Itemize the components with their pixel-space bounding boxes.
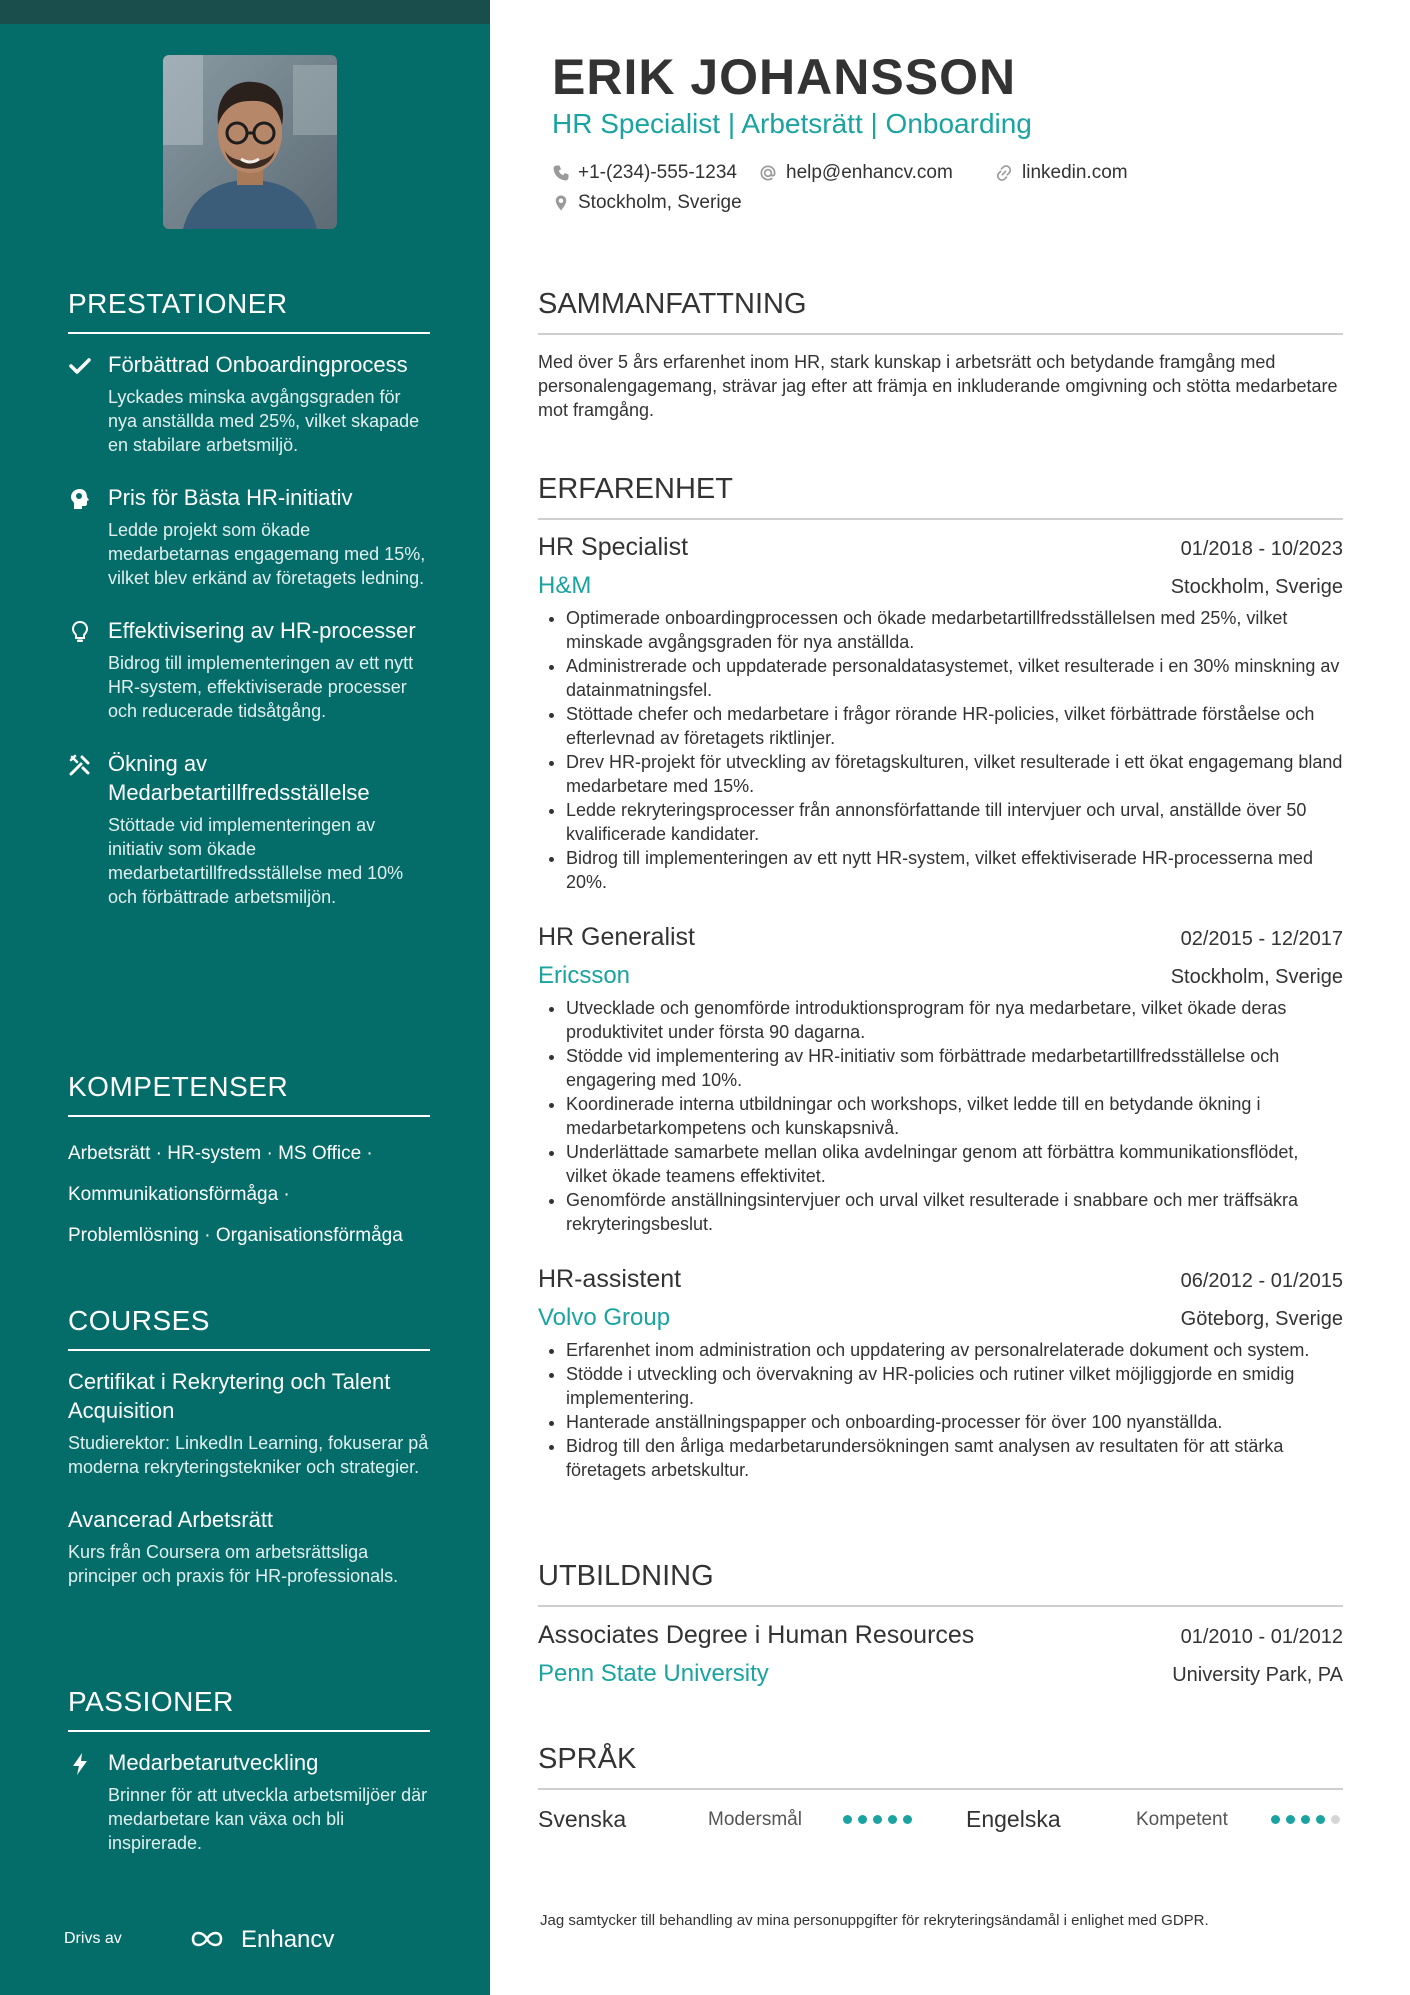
bullet: • Optimerade onboardingprocessen och ökade medarbetartillfredsställelsen med 25%, vilket minskade avgångsgraden för nya anställda. — [566, 606, 1343, 654]
job-bullets — [538, 606, 1343, 894]
job-entry — [538, 533, 1343, 894]
bolt-icon — [68, 1752, 92, 1776]
company-name: Volvo Group — [538, 1304, 671, 1331]
at-icon — [758, 163, 778, 183]
bullet: • Administrerade och uppdaterade personaldatasystemet, vilket resulterade i en 30% minskning av datainmatningsfel. — [566, 654, 1343, 702]
bullet: • Bidrog till den årliga medarbetarundersökningen samt analysen av resultaten för att stärka företagets arbetskultur. — [566, 1434, 1343, 1482]
phone-text: +1-(234)-555-1234 — [578, 162, 737, 183]
job-title: HR-assistent — [538, 1265, 682, 1293]
link-icon — [994, 163, 1014, 183]
rating-dot-filled — [873, 1815, 882, 1824]
job-entry — [538, 1265, 1343, 1482]
bullet: • Utvecklade och genomförde introduktionsprogram för nya medarbetare, vilket ökade deras produktivitet under första 90 dagarna. — [566, 996, 1343, 1044]
skills-heading: KOMPETENSER — [68, 1071, 430, 1117]
education-dates: 01/2010 - 01/2012 — [1180, 1626, 1343, 1648]
language-rating — [1271, 1815, 1340, 1824]
bullet: • Koordinerade interna utbildningar och workshops, vilket ledde till en betydande ökning i medarbetarkompetens och kunskapsnivå. — [566, 1092, 1343, 1140]
skills-line: Problemlösning · Organisationsförmåga — [68, 1225, 403, 1246]
achievement-desc: Lyckades minska avgångsgraden för nya anställda med 25%, vilket skapade en stabilare arbetsmiljö. — [108, 387, 420, 455]
brand-name: Enhancv — [241, 1926, 335, 1953]
candidate-name: ERIK JOHANSSON — [552, 49, 1017, 105]
powered-by-label: Drivs av — [64, 1930, 122, 1947]
linkedin-text: linkedin.com — [1022, 162, 1128, 183]
location-pin-icon — [552, 193, 570, 213]
courses-heading: COURSES — [68, 1305, 430, 1351]
bullet: • Stöttade chefer och medarbetare i frågor rörande HR-policies, vilket förbättrade förståelse och efterlevnad av företagets riktlinjer. — [566, 702, 1343, 750]
language-level: Modersmål — [708, 1809, 802, 1830]
email-text: help@enhancv.com — [786, 162, 953, 183]
summary-heading: SAMMANFATTNING — [538, 288, 1343, 335]
contact-phone[interactable] — [552, 162, 737, 184]
achievement-desc: Ledde projekt som ökade medarbetarnas engagemang med 15%, vilket blev erkänd av företagets ledning. — [108, 520, 426, 588]
achievement-item — [68, 350, 430, 457]
languages-heading: SPRÅK — [538, 1743, 1343, 1790]
experience-heading: ERFARENHET — [538, 473, 1343, 520]
course-desc: Kurs från Coursera om arbetsrättsliga principer och praxis för HR-professionals. — [68, 1542, 399, 1586]
head-icon — [68, 487, 92, 511]
achievement-item — [68, 616, 430, 723]
check-icon — [68, 354, 92, 378]
bullet: • Erfarenhet inom administration och uppdatering av personalrelaterade dokument och system. — [566, 1338, 1343, 1362]
achievement-title: Pris för Bästa HR-initiativ — [108, 485, 353, 510]
company-name: H&M — [538, 572, 592, 599]
contact-location — [552, 192, 742, 214]
job-title: HR Specialist — [538, 533, 689, 561]
language-name: Engelska — [966, 1806, 1061, 1832]
rating-dot-filled — [1286, 1815, 1295, 1824]
rating-dot-filled — [888, 1815, 897, 1824]
location-text: Stockholm, Sverige — [578, 192, 742, 213]
rating-dot-filled — [1301, 1815, 1310, 1824]
job-dates: 02/2015 - 12/2017 — [1180, 928, 1343, 950]
rating-dot-filled — [858, 1815, 867, 1824]
sidebar-top-bar — [0, 0, 490, 24]
bullet: • Bidrog till implementeringen av ett nytt HR-system, vilket effektiviserade HR-processerna med 20%. — [566, 846, 1343, 894]
skills-line: Arbetsrätt · HR-system · MS Office · — [68, 1143, 373, 1164]
bullet: • Stödde vid implementering av HR-initiativ som förbättrade medarbetartillfredsställelse och engagering med 10%. — [566, 1044, 1343, 1092]
job-bullets — [538, 996, 1343, 1236]
company-name: Ericsson — [538, 962, 631, 989]
course-title: Avancerad Arbetsrätt — [68, 1507, 274, 1532]
skills-list — [68, 1133, 430, 1256]
achievements-section — [68, 288, 430, 935]
language-name: Svenska — [538, 1806, 627, 1832]
course-title: Certifikat i Rekrytering och Talent Acquisition — [68, 1369, 391, 1423]
achievement-title: Förbättrad Onboardingprocess — [108, 352, 408, 377]
course-desc: Studierektor: LinkedIn Learning, fokuserar på moderna rekryteringstekniker och strategier. — [68, 1433, 429, 1477]
passion-title: Medarbetarutveckling — [108, 1750, 319, 1775]
achievements-heading: PRESTATIONER — [68, 288, 430, 334]
passion-item — [68, 1748, 430, 1855]
job-entry — [538, 923, 1343, 1236]
job-location: Stockholm, Sverige — [1170, 966, 1343, 988]
rating-dot-filled — [1271, 1815, 1280, 1824]
passions-section — [68, 1686, 430, 1881]
rating-dot-filled — [843, 1815, 852, 1824]
job-location: Göteborg, Sverige — [1180, 1308, 1343, 1330]
language-level: Kompetent — [1136, 1809, 1228, 1830]
education-entry — [538, 1621, 1343, 1688]
passions-heading: PASSIONER — [68, 1686, 430, 1732]
job-title: HR Generalist — [538, 923, 695, 951]
school-name: Penn State University — [538, 1660, 769, 1687]
achievement-item — [68, 483, 430, 590]
bullet: • Drev HR-projekt för utveckling av företagskulturen, vilket resulterade i ett ökat engagemang bland medarbetare med 15%. — [566, 750, 1343, 798]
degree: Associates Degree i Human Resources — [538, 1621, 975, 1649]
rating-dot-filled — [903, 1815, 912, 1824]
job-dates: 01/2018 - 10/2023 — [1180, 538, 1343, 560]
contact-linkedin[interactable] — [994, 162, 1128, 184]
education-heading: UTBILDNING — [538, 1560, 1343, 1607]
achievement-desc: Bidrog till implementeringen av ett nytt HR-system, effektiviserade processer och reducerade tidsåtgång. — [108, 653, 414, 721]
phone-icon — [552, 164, 570, 182]
lightbulb-icon — [68, 620, 92, 644]
bullet: • Hanterade anställningspapper och onboarding-processer för över 100 nyanställda. — [566, 1410, 1343, 1434]
course-item — [68, 1505, 430, 1588]
achievement-item — [68, 749, 430, 909]
achievement-title: Effektivisering av HR-processer — [108, 618, 416, 643]
contact-email[interactable] — [758, 162, 953, 184]
rating-dot-empty — [1331, 1815, 1340, 1824]
sidebar — [0, 0, 490, 1995]
job-dates: 06/2012 - 01/2015 — [1180, 1270, 1343, 1292]
job-location: Stockholm, Sverige — [1170, 576, 1343, 598]
job-bullets — [538, 1338, 1343, 1482]
bullet: • Ledde rekryteringsprocesser från annonsförfattande till intervjuer och urval, anställde över 50 kvalificerade kandidater. — [566, 798, 1343, 846]
school-location: University Park, PA — [1172, 1664, 1343, 1686]
avatar — [163, 55, 337, 229]
candidate-title: HR Specialist | Arbetsrätt | Onboarding — [552, 108, 1032, 139]
gdpr-consent: Jag samtycker till behandling av mina personuppgifter för rekryteringsändamål i enlighet med GDPR. — [540, 1912, 1209, 1929]
tools-icon — [68, 753, 92, 777]
language-rating — [843, 1815, 912, 1824]
bullet: • Underlättade samarbete mellan olika avdelningar genom att förbättra kommunikationsflödet, vilket ökade teamens effektivitet. — [566, 1140, 1343, 1188]
skills-line: Kommunikationsförmåga · — [68, 1184, 290, 1205]
achievement-desc: Stöttade vid implementeringen av initiativ som ökade medarbetartillfredsställelse med 10% och förbättrade arbetsmiljön. — [108, 815, 404, 907]
rating-dot-filled — [1316, 1815, 1325, 1824]
courses-section — [68, 1305, 430, 1614]
passion-desc: Brinner för att utveckla arbetsmiljöer där medarbetare kan växa och bli inspirerade. — [108, 1785, 428, 1853]
bullet: • Genomförde anställningsintervjuer och urval vilket resulterade i snabbare och mer träffsäkra rekryteringsbeslut. — [566, 1188, 1343, 1236]
skills-section — [68, 1071, 430, 1256]
course-item — [68, 1367, 430, 1479]
enhancv-logo[interactable] — [183, 1919, 343, 1959]
bullet: • Stödde i utveckling och övervakning av HR-policies och rutiner vilket möjliggjorde en smidig implementering. — [566, 1362, 1343, 1410]
summary-text: Med över 5 års erfarenhet inom HR, stark kunskap i arbetsrätt och betydande framgång med personalengagemang, strävar jag efter att främja en inkluderande omgivning och stötta medarbetare mot framgång. — [538, 352, 1338, 420]
achievement-title: Ökning av Medarbetartillfredsställelse — [108, 751, 370, 805]
